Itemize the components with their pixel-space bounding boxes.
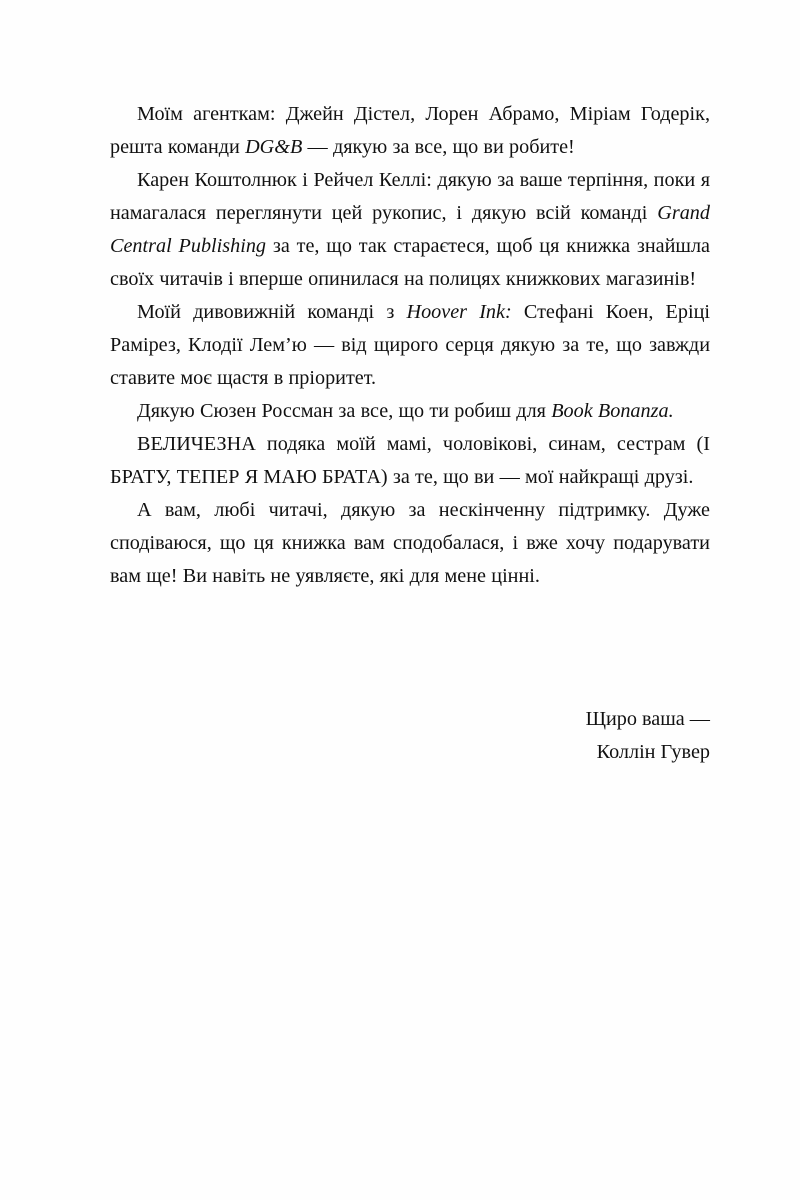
italic-title-1: Book Bonanza.: [551, 400, 674, 422]
paragraph-readers: А вам, любі читачі, дякую за нескінченну підтримку. Дуже сподіваюся, що ця книжка вам сподобалася, і вже хочу подарувати вам ще! Ви навіть не уявляєте, які для мене цінні.: [110, 499, 710, 587]
signature-author-name: Коллін Гувер: [596, 741, 710, 763]
paragraph-hoover-ink: Моїй дивовижній команді з Hoover Ink: Стефані Коен, Еріці Рамірез, Клодії Лем’ю — від щирого серця дякую за те, що завжди ставите моє щастя в пріоритет.: [110, 301, 710, 389]
italic-title-1: Hoover Ink:: [406, 301, 512, 323]
acknowledgments-text-block: [110, 98, 710, 593]
signature-block: [110, 703, 710, 769]
paragraph-book-bonanza: Дякую Сюзен Россман за все, що ти робиш для Book Bonanza.: [137, 400, 674, 422]
paragraph-agents: Моїм агенткам: Джейн Дістел, Лорен Абрамо, Міріам Годерік, решта команди DG&B — дякую за все, що ви робите!: [110, 103, 710, 158]
paragraph-family: ВЕЛИЧЕЗНА подяка моїй мамі, чоловікові, синам, сестрам (І БРАТУ, ТЕПЕР Я МАЮ БРАТА) за те, що ви — мої найкращі друзі.: [110, 433, 710, 488]
paragraph-editors: Карен Коштолнюк і Рейчел Келлі: дякую за ваше терпіння, поки я намагалася переглянути цей рукопис, і дякую всій команді Grand Central Publishing за те, що так стараєтеся, щоб ця книжка знайшла своїх читачів і вперше опинилася на полицях книжкових магазинів!: [110, 169, 710, 290]
italic-title-1: DG&B: [245, 136, 303, 158]
italic-title-1: Grand Central Publishing: [110, 202, 710, 257]
signature-closing: Щиро ваша —: [585, 708, 710, 730]
